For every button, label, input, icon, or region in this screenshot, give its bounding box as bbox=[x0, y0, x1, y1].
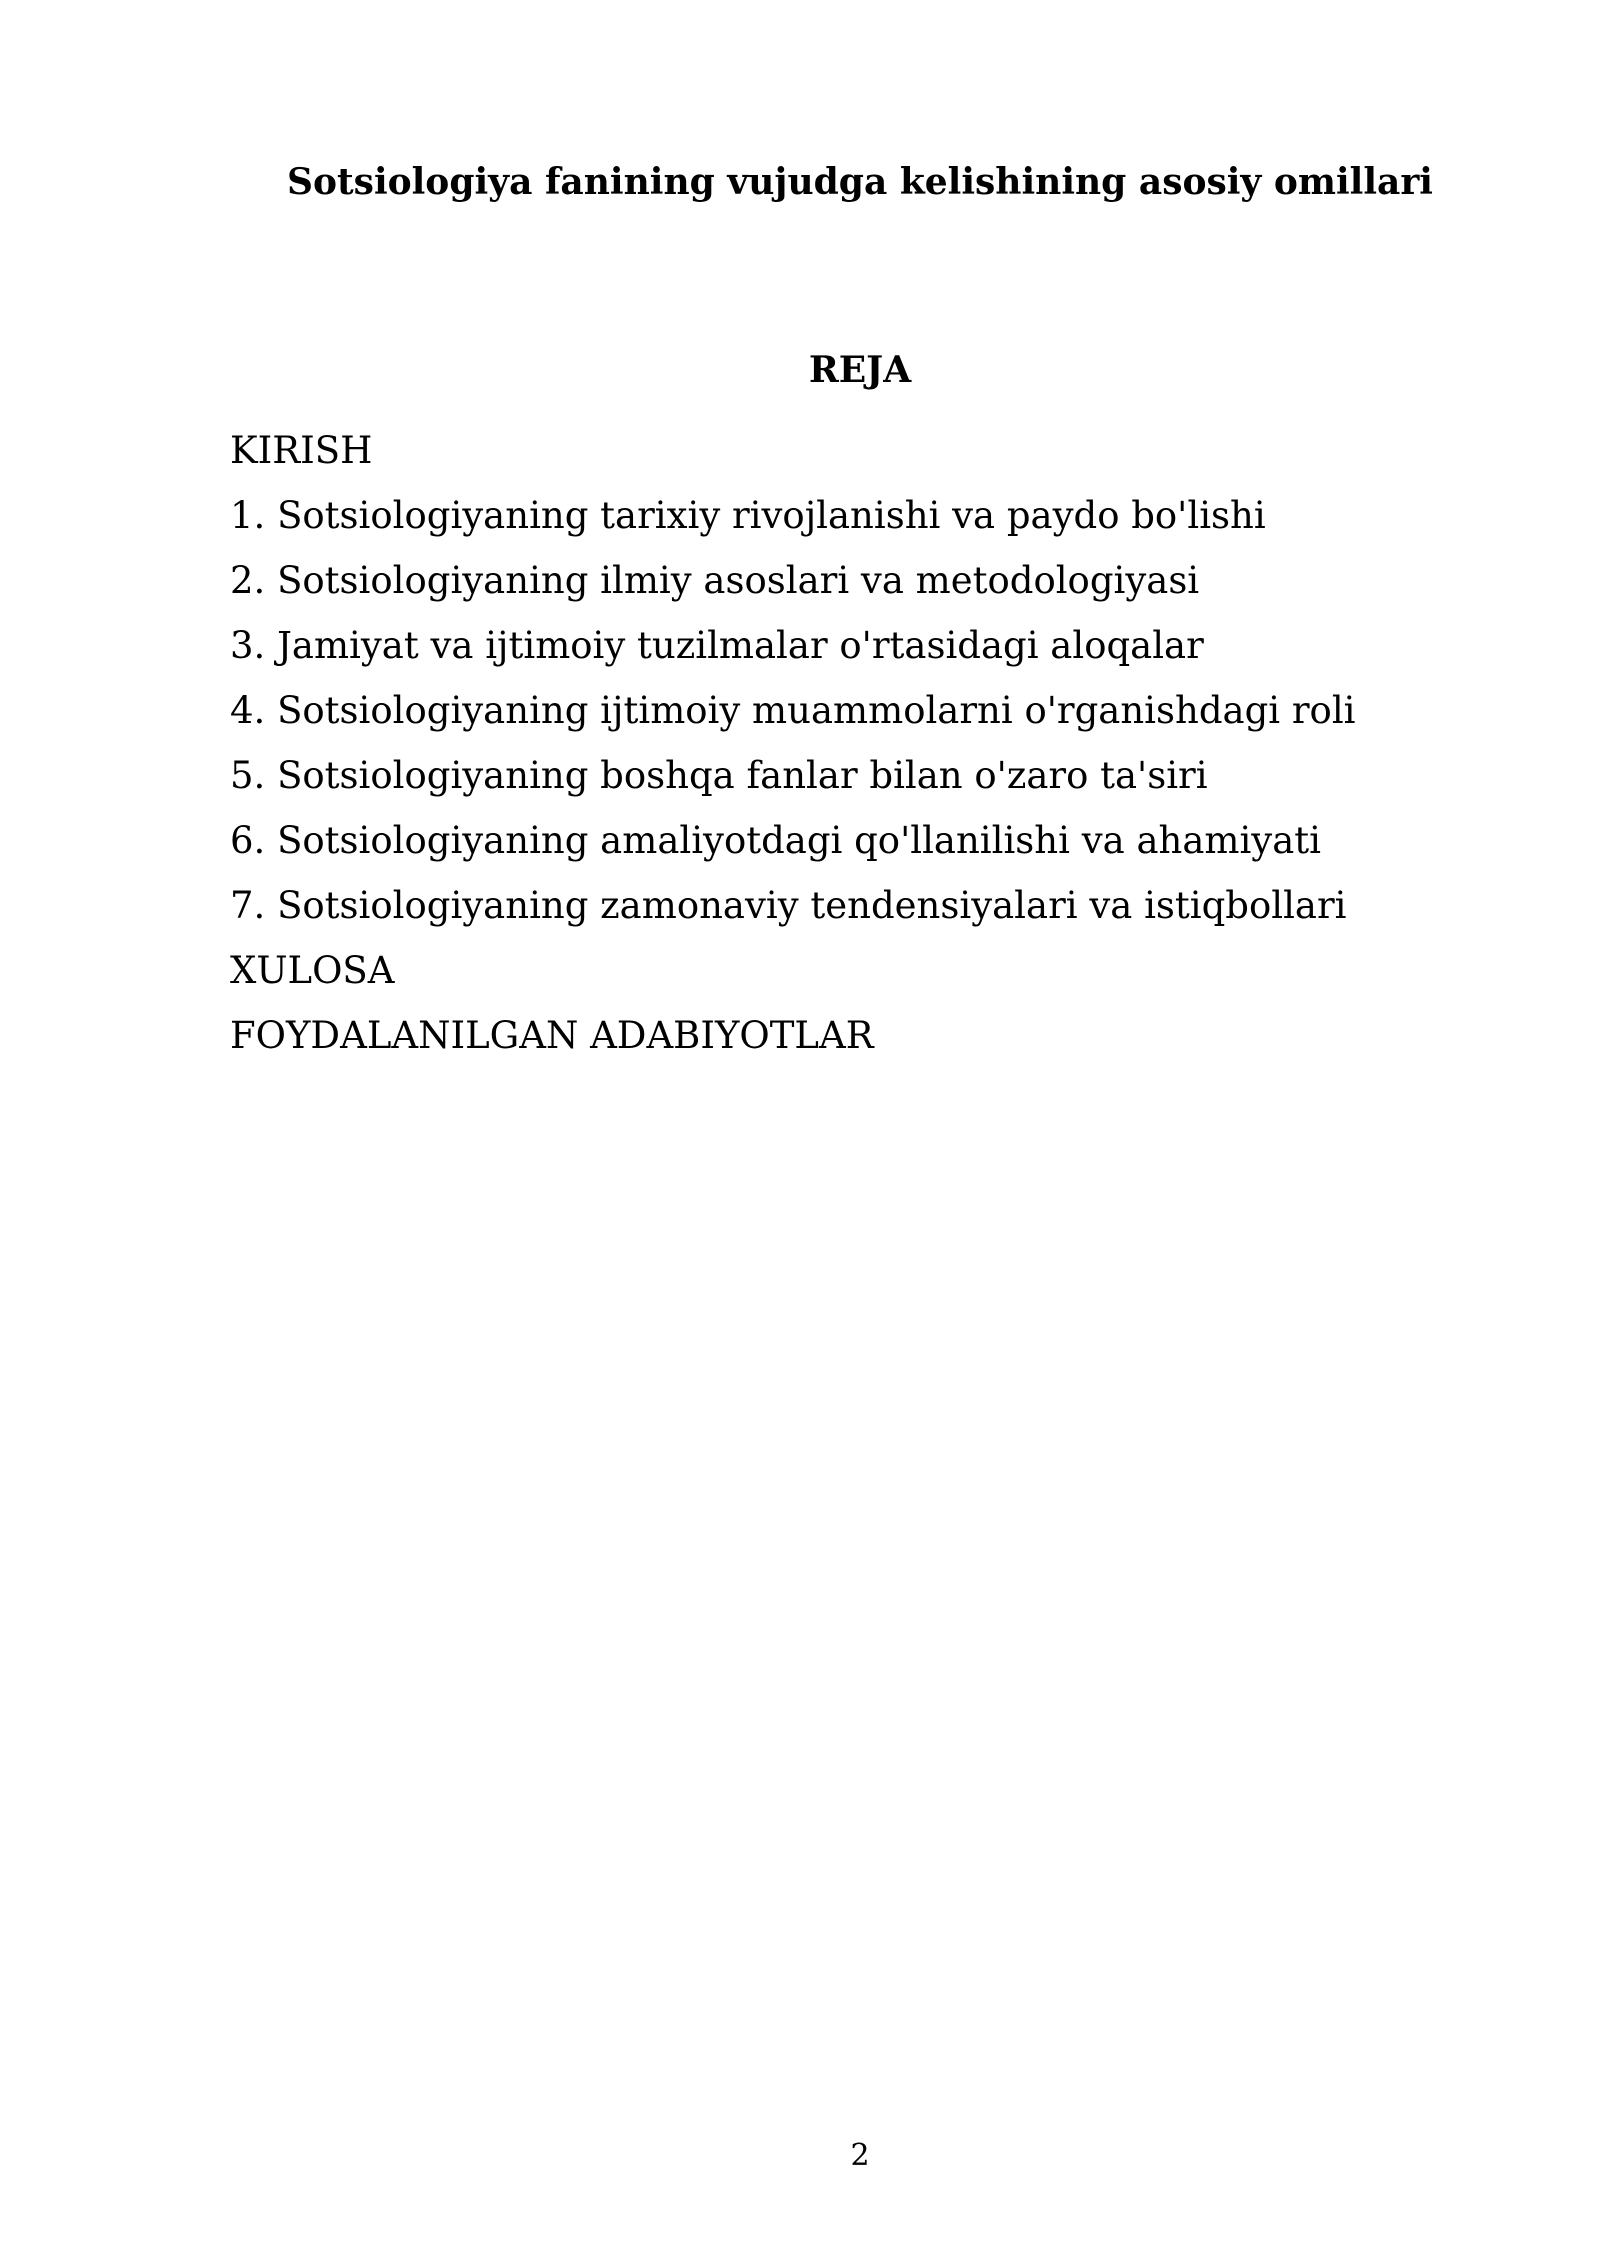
toc-item-7: 7. Sotsiologiyaning zamonaviy tendensiyalari va istiqbollari bbox=[230, 884, 1347, 927]
toc-item-references: FOYDALANILGAN ADABIYOTLAR bbox=[230, 1014, 874, 1057]
toc-item-conclusion: XULOSA bbox=[230, 949, 395, 992]
plan-heading: REJA bbox=[808, 349, 912, 391]
document-title: Sotsiologiya fanining vujudga kelishining asosiy omillari bbox=[287, 161, 1433, 203]
toc-item-1: 1. Sotsiologiyaning tarixiy rivojlanishi va paydo bo'lishi bbox=[230, 494, 1266, 537]
toc-item-2: 2. Sotsiologiyaning ilmiy asoslari va metodologiyasi bbox=[230, 559, 1200, 602]
toc-item-5: 5. Sotsiologiyaning boshqa fanlar bilan o'zaro ta'siri bbox=[230, 754, 1208, 797]
toc-item-6: 6. Sotsiologiyaning amaliyotdagi qo'llanilishi va ahamiyati bbox=[230, 819, 1321, 862]
table-of-contents bbox=[230, 418, 1355, 1068]
toc-item-3: 3. Jamiyat va ijtimoiy tuzilmalar o'rtasidagi aloqalar bbox=[230, 624, 1204, 667]
page-number: 2 bbox=[850, 2138, 870, 2173]
toc-item-4: 4. Sotsiologiyaning ijtimoiy muammolarni o'rganishdagi roli bbox=[230, 689, 1356, 732]
toc-item-introduction: KIRISH bbox=[230, 429, 373, 472]
